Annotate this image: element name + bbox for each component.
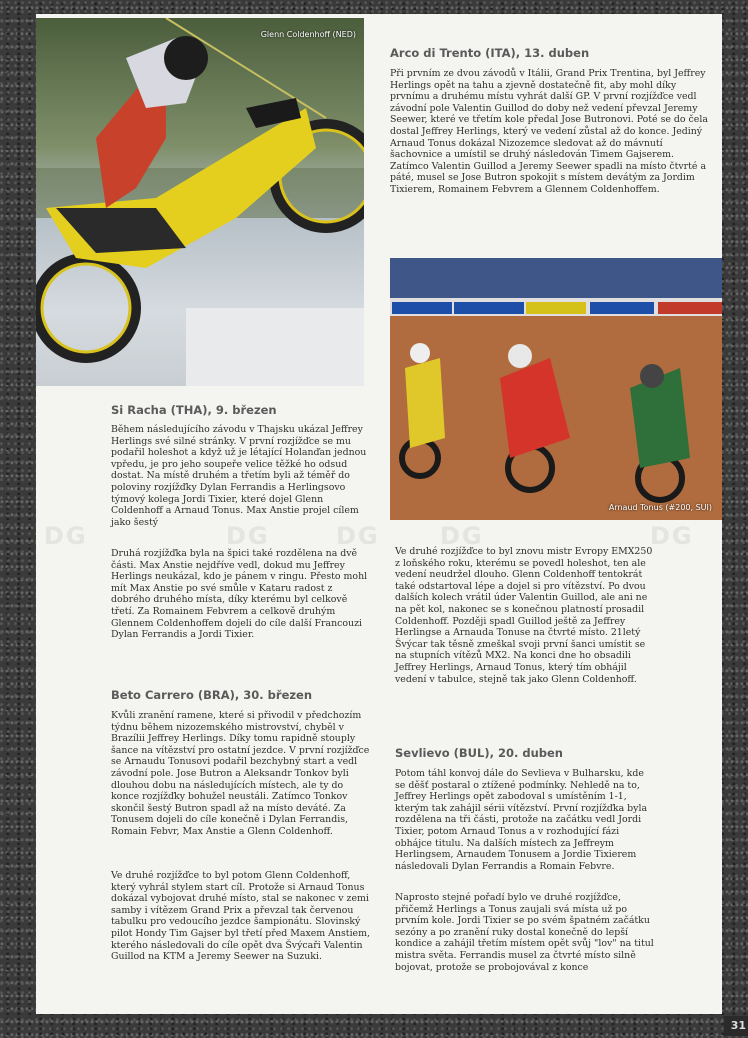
article-paragraph: Ve druhé rozjížďce to byl potom Glenn Coldenhoff, který vyhrál stylem start cíl. Protože si Arnaud Tonus dokázal vybojovat druhé místo, stal se nakonec v zemi samby i vítězem Grand Prix a převzal tak červenou tabulku pro vedoucího jezdce šampionátu. Slovinský pilot Hondy Tim Gajser byl třetí před Maxem Anstiem, kterého následovali do cíle opět dva Švýcaři Valentin Guillod na KTM a Jeremy Seewer na Suzuki. [111, 870, 370, 963]
article-paragraph: Kvůli zranění ramene, které si přivodil v předchozím týdnu během nizozemského mistrovství, chyběl v Brazílii Jeffrey Herlings. Díky tomu rapidně stouply šance na vítězství pro ostatní jezdce. V první rozjížďce se Arnaudu Tonusovi podařil bezchybný start a vedl závodní pole. Jose Butron a Aleksandr Tonkov byli dlouhou dobu na následujících místech, ale ty do konce rozjížďky bohužel neustáli. Zatímco Tonkov skončil šestý Butron spadl až na místo deváté. Za Tonusem dojeli do cíle konečně i Dylan Ferrandis, Romain Febvr, Max Anstie a Glenn Coldenhoff. [111, 710, 370, 837]
article-paragraph: Naprosto stejné pořadí bylo ve druhé rozjížďce, přičemž Herlings a Tonus zaujali svá místa už po prvním kole. Jordi Tixier se po svém špatném začátku sezóny a po zranění ruky dostal konečně do lepší kondice a zahájil třetím místem opět svůj "lov" na titul mistra světa. Ferrandis musel za čtvrté místo silně bojovat, protože se probojovával z konce [395, 892, 654, 973]
watermark: DG [44, 522, 88, 550]
watermark: DG [336, 522, 380, 550]
section-heading-si-racha: Si Racha (THA), 9. březen [111, 403, 277, 417]
page-number: 31 [724, 1016, 748, 1036]
motocross-jump-illustration [36, 18, 364, 386]
watermark: DG [440, 522, 484, 550]
article-paragraph: Druhá rozjížďka byla na špici také rozdělena na dvě části. Max Anstie nejdříve vedl, dokud mu Jeffrey Herlings neukázal, kdo je pánem v ringu. Přesto mohl mít Max Anstie po své smůle v Kataru radost z dobrého druhého místa, díky kterému byl celkově třetí. Za Romainem Febvrem a celkově druhým Glennem Coldenhoffem dojeli do cíle další Francouzi Dylan Ferrandis a Jordi Tixier. [111, 548, 368, 641]
section-heading-beto-carrero: Beto Carrero (BRA), 30. březen [111, 688, 313, 702]
photo-caption: Glenn Coldenhoff (NED) [260, 30, 356, 39]
article-paragraph: Potom táhl konvoj dále do Sevlieva v Bulharsku, kde se děšť postaral o ztížené podmínky. Nehledě na to, Jeffrey Herlings opět zabodoval s umístěním 1-1, kterým tak zahájil sérii vítězství. První rozjížďka byla rozdělena na tři části, protože na začátku vedl Jordi Tixier, potom Arnaud Tonus a v rozhodující fázi obhájce titulu. Na dalších místech za Jeffreym Herlingsem, Arnaudem Tonusem a Jordie Tixierem následovali Dylan Ferrandis a Romain Febvre. [395, 768, 648, 872]
watermark: DG [650, 522, 694, 550]
article-paragraph: Ve druhé rozjížďce to byl znovu mistr Evropy EMX250 z loňského roku, kterému se povedl holeshot, ten ale vedení neudržel dlouho. Glenn Coldenhoff tentokrát také odstartoval lépe a dojel si pro vítězství. Po dvou dalších kolech vrátil úder Valentin Guillod, ale ani ne na pět kol, nakonec se s konečnou platností prosadil Coldenhoff. Později spadl Guillod ještě za Jeffrey Herlingse a Arnauda Tonuse na čtvrté místo. 21letý Švýcar tak těsně zmeškal svoji první šanci umístit se na stupních vítězů MX2. Na konci dne ho obsadili Jeffrey Herlings, Arnaud Tonus, který tím obhájil vedení v tabulce, stejně tak jako Glenn Coldenhoff. [395, 546, 653, 685]
section-heading-sevlievo: Sevlievo (BUL), 20. duben [395, 746, 563, 760]
motocross-race-illustration [390, 258, 722, 520]
motocross-photo-tonus [390, 258, 722, 520]
motocross-photo-coldenhoff [36, 18, 364, 386]
article-paragraph: Při prvním ze dvou závodů v Itálii, Grand Prix Trentina, byl Jeffrey Herlings opět na tahu a zjevně dostatečně fit, aby mohl díky prvnímu a druhému místu vyhrát další GP. V první rozjížďce vedl závodní pole Valentin Guillod do doby než vedení převzal Jeremy Seewer, které ve třetím kole předal Jose Butronovi. Poté se do čela dostal Jeffrey Herlings, který ve vedení zůstal až do konce. Jediný Arnaud Tonus dokázal Nizozemce sledovat až do mávnutí šachovnice a umístil se druhý následován Timem Gajserem. Zatímco Valentin Guillod a Jeremy Seewer spadli na místo čtvrté a páté, musel se Jose Butron spokojit s místem devátým za Jordim Tixierem, Romainem Febvrem a Glennem Coldenhoffem. [390, 68, 708, 195]
watermark: DG [226, 522, 270, 550]
article-paragraph: Během následujícího závodu v Thajsku ukázal Jeffrey Herlings své silné stránky. V první rozjížďce se mu podařil holeshot a když už je létající Holanďan jednou vpředu, je pro jeho soupeře velice těžké ho odsud dostat. Na místě druhém a třetím byli až téměř do poloviny rozjížďky Dylan Ferrandis a Herlingsovo týmový kolega Jordi Tixier, které dojel Glenn Coldenhoff a Arnaud Tonus. Max Anstie projel cílem jako šestý [111, 424, 367, 528]
section-heading-arco: Arco di Trento (ITA), 13. duben [390, 46, 590, 60]
photo-caption: Arnaud Tonus (#200, SUI) [608, 503, 712, 512]
